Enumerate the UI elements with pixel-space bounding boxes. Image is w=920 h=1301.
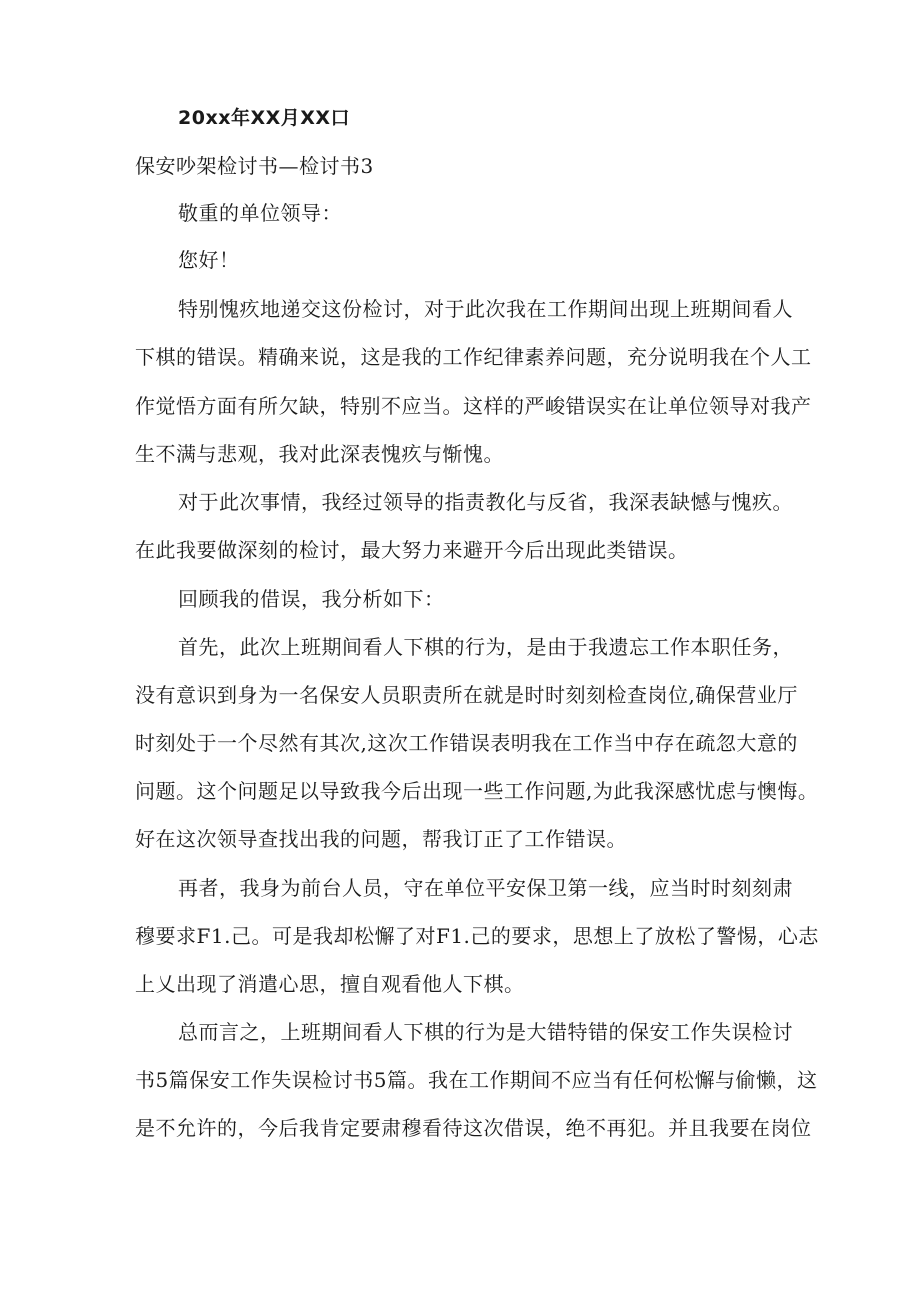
document-title: 保安吵架检讨书—检讨书3: [135, 154, 374, 178]
paragraph-line: 在此我要做深刻的检讨，最大努力来避开今后出现此类错误。: [135, 538, 689, 562]
paragraph-line: 总而言之，上班期间看人下棋的行为是大错特错的保安工作失误检讨: [178, 1020, 793, 1044]
paragraph-line: 作觉悟方面有所欠缺，特别不应当。这样的严峻错误实在让单位领导对我产: [135, 394, 812, 418]
paragraph-line: 回顾我的借误，我分析如下：: [178, 587, 445, 611]
date-line: 20xx年XX月XX口: [178, 107, 351, 129]
paragraph-line: 没有意识到身为一名保安人员职责所在就是时时刻刻检查岗位,确保营业厅: [135, 683, 798, 707]
paragraph-line: 上乂出现了消遣心思，擅自观看他人下棋。: [135, 972, 525, 996]
paragraph-line: 对于此次事情，我经过领导的指责教化与反省，我深表缺憾与愧疚。: [178, 490, 793, 514]
salutation: 敬重的单位领导：: [178, 201, 342, 225]
paragraph-line: 生不满与悲观，我对此深表愧疚与惭愧。: [135, 442, 504, 466]
paragraph-line: 是不允许的，今后我肯定要肃穆看待这次借误，绝不再犯。并且我要在岗位: [135, 1116, 812, 1140]
paragraph-line: 时刻处于一个尽然有其次,这次工作错误表明我在工作当中存在疏忽大意的: [135, 731, 798, 755]
paragraph-line: 穆要求F1.己。可是我却松懈了对F1.己的要求，思想上了放松了警惕，心志: [135, 924, 819, 948]
paragraph-line: 特别愧疚地递交这份检讨，对于此次我在工作期间出现上班期间看人: [178, 297, 793, 321]
paragraph-line: 再者，我身为前台人员，守在单位平安保卫第一线，应当时时刻刻肃: [178, 876, 793, 900]
greeting: 您好！: [178, 248, 240, 272]
paragraph-line: 问题。这个问题足以导致我今后出现一些工作问题,为此我深感忧虑与懊悔。: [135, 779, 819, 803]
paragraph-line: 首先，此次上班期间看人下棋的行为，是由于我遗忘工作本职任务，: [178, 635, 793, 659]
paragraph-line: 下棋的错误。精确来说，这是我的工作纪律素养问题，充分说明我在个人工: [135, 345, 812, 369]
paragraph-line: 好在这次领导查找出我的问题，帮我订正了工作错误。: [135, 827, 627, 851]
paragraph-line: 书5篇保安工作失误检讨书5篇。我在工作期间不应当有任何松懈与偷懒，这: [135, 1068, 818, 1092]
